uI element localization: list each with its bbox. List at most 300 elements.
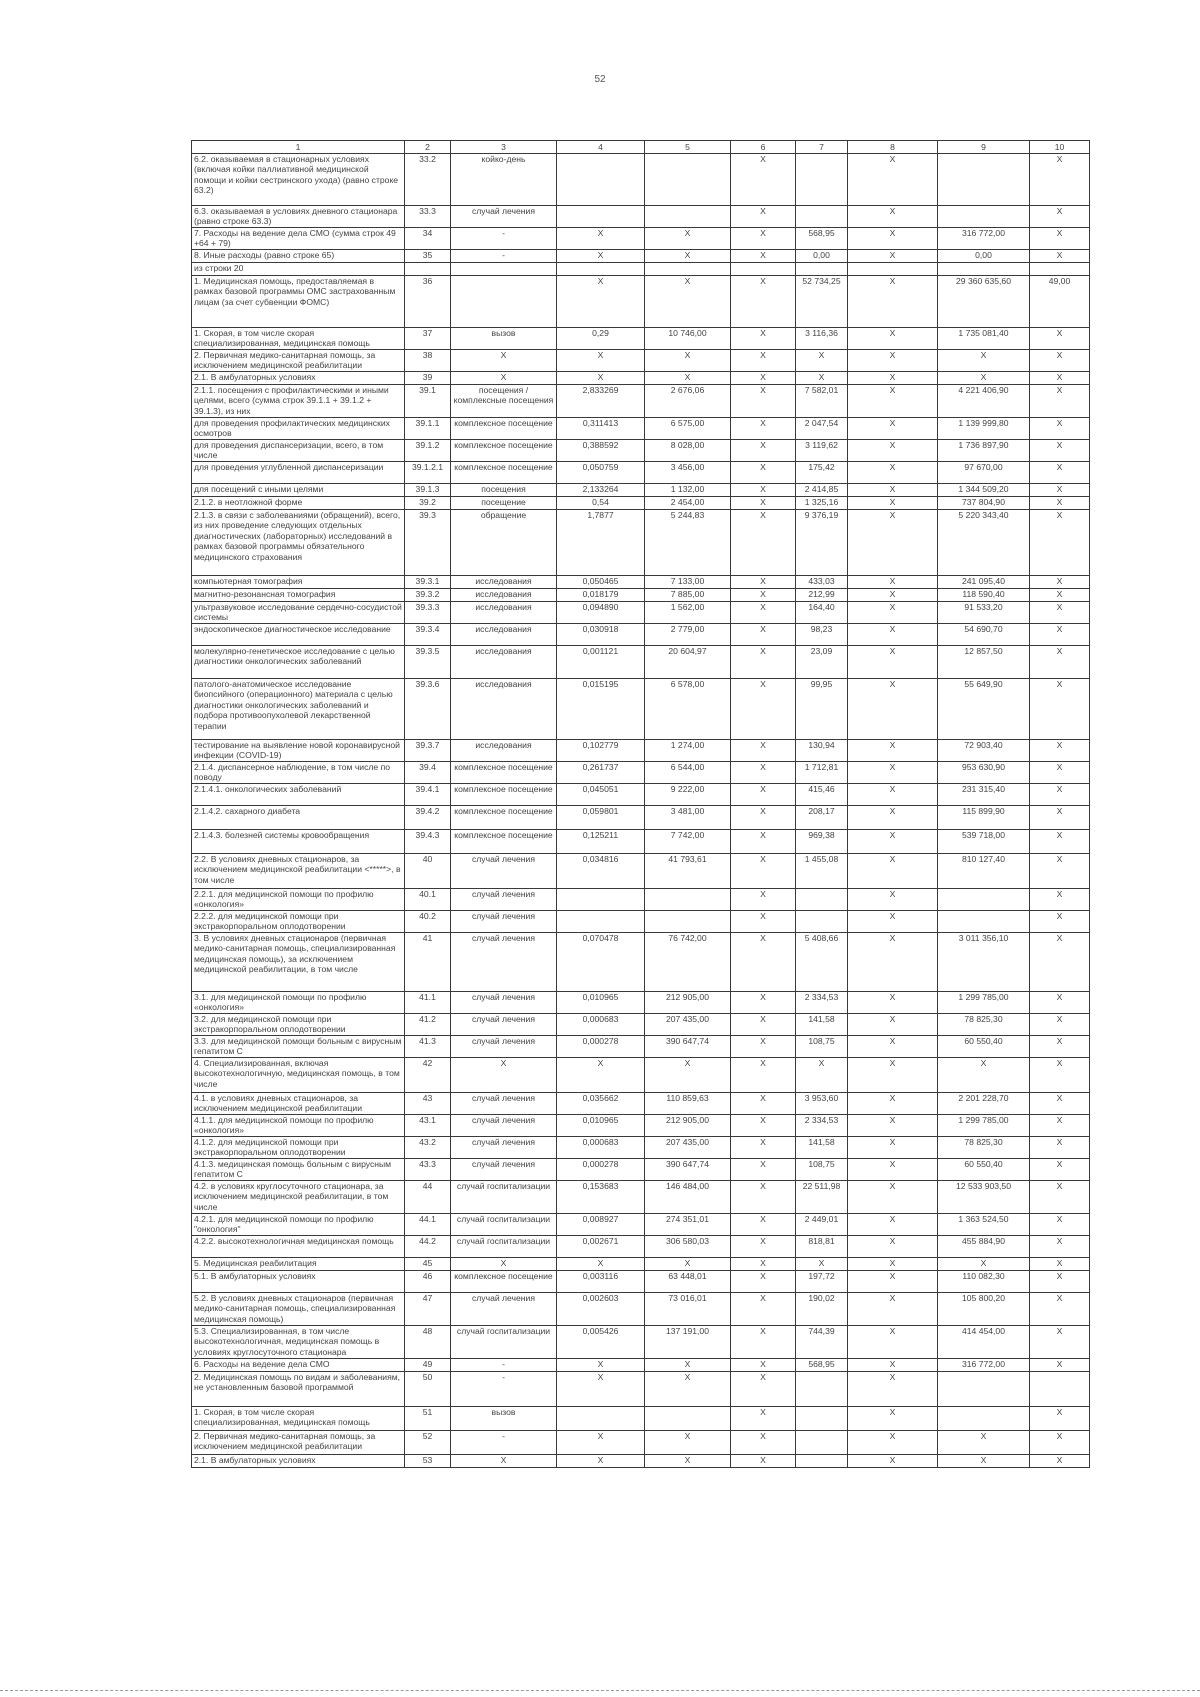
table-cell: X — [731, 854, 796, 889]
table-cell: 1 735 081,40 — [938, 328, 1030, 350]
table-cell: 0,00 — [796, 250, 848, 263]
table-cell: X — [731, 933, 796, 992]
table-cell: X — [848, 372, 938, 385]
table-cell: X — [1030, 497, 1090, 510]
table-cell: X — [731, 830, 796, 854]
table-cell: X — [451, 1258, 557, 1271]
table-cell: 42 — [405, 1058, 451, 1093]
table-cell: 539 718,00 — [938, 830, 1030, 854]
table-cell: 43 — [405, 1093, 451, 1115]
table-cell: X — [1030, 624, 1090, 646]
table-cell: комплексное посещение — [451, 418, 557, 440]
table-cell: 0,261737 — [557, 762, 645, 784]
table-cell: X — [1030, 911, 1090, 933]
table-cell: X — [557, 228, 645, 250]
row-label-cell: 4.2. в условиях круглосуточного стационара, за исключением медицинской реабилитации, в том числе — [192, 1181, 405, 1214]
table-cell: X — [451, 1455, 557, 1468]
table-cell: 7 742,00 — [645, 830, 731, 854]
table-cell — [557, 263, 645, 276]
table-cell: 39 — [405, 372, 451, 385]
table-cell: 5 244,83 — [645, 510, 731, 576]
table-cell: 0,29 — [557, 328, 645, 350]
scan-edge-line — [0, 1690, 1200, 1693]
table-cell: 39.3.6 — [405, 679, 451, 740]
table-cell: X — [731, 889, 796, 911]
table-cell — [796, 263, 848, 276]
table-cell: 175,42 — [796, 462, 848, 484]
table-cell: случай госпитализации — [451, 1214, 557, 1236]
table-cell: - — [451, 228, 557, 250]
table-cell: X — [731, 1236, 796, 1258]
table-cell: X — [731, 1258, 796, 1271]
table-cell: 39.4.1 — [405, 784, 451, 806]
table-cell: X — [1030, 602, 1090, 624]
table-cell: 98,23 — [796, 624, 848, 646]
table-cell: X — [1030, 889, 1090, 911]
table-cell: 3 116,36 — [796, 328, 848, 350]
row-label-cell: 2.1. В амбулаторных условиях — [192, 1455, 405, 1468]
table-cell: X — [731, 372, 796, 385]
table-cell: 744,39 — [796, 1326, 848, 1359]
table-cell: X — [731, 784, 796, 806]
table-cell: случай лечения — [451, 1036, 557, 1058]
table-cell: 33.2 — [405, 154, 451, 206]
table-cell: 40 — [405, 854, 451, 889]
table-row — [192, 740, 1090, 762]
table-cell: X — [848, 1258, 938, 1271]
table-cell: 0,000683 — [557, 1014, 645, 1036]
table-cell: 44 — [405, 1181, 451, 1214]
table-cell: 1 325,16 — [796, 497, 848, 510]
table-cell: койко-день — [451, 154, 557, 206]
table-cell: X — [1030, 830, 1090, 854]
table-row — [192, 589, 1090, 602]
table-cell: X — [848, 602, 938, 624]
table-cell: X — [938, 372, 1030, 385]
row-label-cell: 3.2. для медицинской помощи при экстракорпоральном оплодотворении — [192, 1014, 405, 1036]
table-cell: 110 859,63 — [645, 1093, 731, 1115]
table-cell: X — [1030, 1137, 1090, 1159]
table-cell: 0,030918 — [557, 624, 645, 646]
table-cell: 0,001121 — [557, 646, 645, 679]
table-cell: случай госпитализации — [451, 1326, 557, 1359]
table-cell — [848, 263, 938, 276]
table-cell: 108,75 — [796, 1159, 848, 1181]
table-cell: 0,125211 — [557, 830, 645, 854]
table-cell: 22 511,98 — [796, 1181, 848, 1214]
table-cell: X — [848, 1407, 938, 1431]
table-cell: X — [451, 372, 557, 385]
table-cell: 99,95 — [796, 679, 848, 740]
table-cell: X — [557, 372, 645, 385]
table-cell: X — [848, 1093, 938, 1115]
table-cell: 0,050759 — [557, 462, 645, 484]
data-table — [191, 140, 1090, 1468]
table-row — [192, 679, 1090, 740]
table-cell — [557, 154, 645, 206]
table-cell: X — [848, 1014, 938, 1036]
table-cell — [796, 911, 848, 933]
row-label-cell: 6.3. оказываемая в условиях дневного стационара (равно строке 63.3) — [192, 206, 405, 228]
row-label-cell: для проведения профилактических медицинских осмотров — [192, 418, 405, 440]
table-row — [192, 911, 1090, 933]
table-cell: 39.3.4 — [405, 624, 451, 646]
table-row — [192, 1431, 1090, 1455]
table-cell: X — [1030, 350, 1090, 372]
table-cell: X — [848, 854, 938, 889]
table-cell — [938, 1407, 1030, 1431]
table-cell: 52 — [405, 1431, 451, 1455]
table-cell: 1 363 524,50 — [938, 1214, 1030, 1236]
table-cell: X — [557, 1058, 645, 1093]
table-row — [192, 484, 1090, 497]
table-cell: случай лечения — [451, 911, 557, 933]
table-cell: комплексное посещение — [451, 1271, 557, 1293]
table-cell: 0,000683 — [557, 1137, 645, 1159]
table-cell: X — [731, 1093, 796, 1115]
table-cell: 43.2 — [405, 1137, 451, 1159]
table-cell: 41 793,61 — [645, 854, 731, 889]
table-cell: 105 800,20 — [938, 1293, 1030, 1326]
table-cell: X — [1030, 372, 1090, 385]
table-cell: 7 133,00 — [645, 576, 731, 589]
table-cell: 306 580,03 — [645, 1236, 731, 1258]
table-cell: X — [731, 154, 796, 206]
table-cell: X — [731, 1271, 796, 1293]
table-cell: X — [1030, 1326, 1090, 1359]
table-cell: X — [848, 589, 938, 602]
table-cell: X — [848, 576, 938, 589]
table-cell: X — [557, 1455, 645, 1468]
table-cell: 78 825,30 — [938, 1014, 1030, 1036]
row-label-cell: 2. Медицинская помощь по видам и заболеваниям, не установленным базовой программой — [192, 1372, 405, 1407]
row-label-cell: для посещений с иными целями — [192, 484, 405, 497]
table-row — [192, 1058, 1090, 1093]
table-cell: X — [1030, 1115, 1090, 1137]
table-cell: 316 772,00 — [938, 1359, 1030, 1372]
table-cell: X — [731, 762, 796, 784]
table-cell: X — [848, 992, 938, 1014]
table-cell: X — [1030, 784, 1090, 806]
row-label-cell: 4.1.1. для медицинской помощи по профилю «онкология» — [192, 1115, 405, 1137]
column-header: 1 — [192, 141, 405, 154]
table-cell: 43.1 — [405, 1115, 451, 1137]
table-cell: случай лечения — [451, 992, 557, 1014]
table-cell: X — [848, 1326, 938, 1359]
table-cell — [796, 889, 848, 911]
table-cell: 0,153683 — [557, 1181, 645, 1214]
table-row — [192, 154, 1090, 206]
row-label-cell: компьютерная томография — [192, 576, 405, 589]
table-cell — [796, 1372, 848, 1407]
row-label-cell: 2.1.2. в неотложной форме — [192, 497, 405, 510]
table-cell: X — [645, 1058, 731, 1093]
table-cell: X — [731, 206, 796, 228]
table-cell: 4 221 406,90 — [938, 385, 1030, 418]
table-row — [192, 385, 1090, 418]
table-cell — [1030, 263, 1090, 276]
table-cell: X — [731, 624, 796, 646]
table-cell: 39.2 — [405, 497, 451, 510]
table-cell: X — [1030, 576, 1090, 589]
table-cell: 433,03 — [796, 576, 848, 589]
table-cell: 568,95 — [796, 228, 848, 250]
table-cell: X — [848, 418, 938, 440]
table-cell: 40.1 — [405, 889, 451, 911]
table-cell: 3 953,60 — [796, 1093, 848, 1115]
table-cell: 9 222,00 — [645, 784, 731, 806]
table-cell: 164,40 — [796, 602, 848, 624]
table-cell: X — [731, 228, 796, 250]
table-row — [192, 624, 1090, 646]
table-cell: случай лечения — [451, 1014, 557, 1036]
row-label-cell: 4. Специализированная, включая высокотехнологичную, медицинская помощь, в том числе — [192, 1058, 405, 1093]
table-cell: исследования — [451, 740, 557, 762]
table-cell: 2 449,01 — [796, 1214, 848, 1236]
table-cell: 6 544,00 — [645, 762, 731, 784]
table-cell: 51 — [405, 1407, 451, 1431]
table-row — [192, 276, 1090, 328]
table-cell: случай лечения — [451, 1115, 557, 1137]
table-cell: X — [645, 228, 731, 250]
table-cell — [557, 889, 645, 911]
table-cell: X — [1030, 1058, 1090, 1093]
table-cell: исследования — [451, 589, 557, 602]
table-cell: X — [731, 385, 796, 418]
table-cell: X — [1030, 250, 1090, 263]
table-cell: X — [1030, 510, 1090, 576]
table-cell: 0,311413 — [557, 418, 645, 440]
table-row — [192, 228, 1090, 250]
table-cell: 415,46 — [796, 784, 848, 806]
table-row — [192, 889, 1090, 911]
row-label-cell: молекулярно-генетическое исследование с целью диагностики онкологических заболеваний — [192, 646, 405, 679]
table-cell: X — [557, 350, 645, 372]
table-cell: X — [731, 497, 796, 510]
table-cell: 0,070478 — [557, 933, 645, 992]
table-cell — [645, 1407, 731, 1431]
row-label-cell: для проведения диспансеризации, всего, в том числе — [192, 440, 405, 462]
table-cell: 1 274,00 — [645, 740, 731, 762]
row-label-cell: 1. Медицинская помощь, предоставляемая в рамках базовой программы ОМС застрахованным лицам (за счет субвенции ФОМС) — [192, 276, 405, 328]
table-cell: 78 825,30 — [938, 1137, 1030, 1159]
table-row — [192, 1159, 1090, 1181]
table-cell: 0,005426 — [557, 1326, 645, 1359]
table-cell: X — [645, 250, 731, 263]
table-cell: X — [731, 589, 796, 602]
table-cell: X — [848, 328, 938, 350]
table-cell: X — [557, 276, 645, 328]
table-cell: 818,81 — [796, 1236, 848, 1258]
table-cell: 63 448,01 — [645, 1271, 731, 1293]
table-cell: 37 — [405, 328, 451, 350]
table-row — [192, 1258, 1090, 1271]
row-label-cell: 4.2.1. для медицинской помощи по профилю "онкология" — [192, 1214, 405, 1236]
table-cell: X — [557, 1359, 645, 1372]
table-cell: X — [645, 1258, 731, 1271]
table-cell: X — [731, 1058, 796, 1093]
table-cell: 53 — [405, 1455, 451, 1468]
table-cell: 46 — [405, 1271, 451, 1293]
table-cell: 208,17 — [796, 806, 848, 830]
table-cell: исследования — [451, 576, 557, 589]
column-header: 7 — [796, 141, 848, 154]
table-cell: 414 454,00 — [938, 1326, 1030, 1359]
table-cell: X — [731, 484, 796, 497]
table-cell: X — [1030, 1181, 1090, 1214]
row-label-cell: 2. Первичная медико-санитарная помощь, за исключением медицинской реабилитации — [192, 350, 405, 372]
table-cell: X — [796, 1258, 848, 1271]
table-cell: 39.4.2 — [405, 806, 451, 830]
table-cell: 39.1.1 — [405, 418, 451, 440]
table-cell: 73 016,01 — [645, 1293, 731, 1326]
table-cell: 5 408,66 — [796, 933, 848, 992]
table-cell: X — [848, 1115, 938, 1137]
table-cell: 50 — [405, 1372, 451, 1407]
table-cell: 38 — [405, 350, 451, 372]
table-cell: - — [451, 1372, 557, 1407]
table-cell: X — [848, 276, 938, 328]
row-label-cell: 3. В условиях дневных стационаров (первичная медико-санитарная помощь, специализированная медицинская помощь), за исключением медицинской реабилитации, в том числе — [192, 933, 405, 992]
table-cell: X — [848, 1181, 938, 1214]
table-cell: X — [848, 206, 938, 228]
table-cell: X — [451, 350, 557, 372]
table-cell: X — [848, 1455, 938, 1468]
table-cell: X — [1030, 1271, 1090, 1293]
row-label-cell: 2.1. В амбулаторных условиях — [192, 372, 405, 385]
table-cell: 39.3.5 — [405, 646, 451, 679]
table-cell: 1 139 999,80 — [938, 418, 1030, 440]
table-cell: 390 647,74 — [645, 1159, 731, 1181]
table-row — [192, 263, 1090, 276]
table-cell: X — [731, 646, 796, 679]
table-cell — [557, 206, 645, 228]
row-label-cell: 2.2.2. для медицинской помощи при экстракорпоральном оплодотворении — [192, 911, 405, 933]
table-cell: 110 082,30 — [938, 1271, 1030, 1293]
table-cell: обращение — [451, 510, 557, 576]
table-cell — [645, 263, 731, 276]
table-cell: 1 344 509,20 — [938, 484, 1030, 497]
table-cell — [938, 263, 1030, 276]
row-label-cell: 1. Скорая, в том числе скорая специализированная, медицинская помощь — [192, 328, 405, 350]
table-cell: X — [557, 1258, 645, 1271]
table-row — [192, 1115, 1090, 1137]
table-cell: X — [1030, 1258, 1090, 1271]
table-cell: X — [938, 1455, 1030, 1468]
table-cell: X — [731, 1014, 796, 1036]
table-cell: 39.3 — [405, 510, 451, 576]
table-row — [192, 497, 1090, 510]
table-cell: 212,99 — [796, 589, 848, 602]
table-cell: 76 742,00 — [645, 933, 731, 992]
column-header: 4 — [557, 141, 645, 154]
table-cell: исследования — [451, 646, 557, 679]
table-cell: 0,002671 — [557, 1236, 645, 1258]
table-cell: 0,003116 — [557, 1271, 645, 1293]
table-cell: X — [731, 1326, 796, 1359]
table-cell: X — [848, 228, 938, 250]
table-cell: X — [451, 1058, 557, 1093]
table-row — [192, 784, 1090, 806]
table-cell: комплексное посещение — [451, 462, 557, 484]
table-cell: X — [645, 1455, 731, 1468]
table-row — [192, 1271, 1090, 1293]
table-cell: X — [731, 1407, 796, 1431]
table-cell: 2 334,53 — [796, 992, 848, 1014]
table-cell: 0,018179 — [557, 589, 645, 602]
table-cell — [645, 889, 731, 911]
table-cell: X — [848, 154, 938, 206]
table-cell: 568,95 — [796, 1359, 848, 1372]
table-cell: X — [848, 510, 938, 576]
table-cell — [796, 206, 848, 228]
table-cell: X — [848, 889, 938, 911]
table-cell: комплексное посещение — [451, 806, 557, 830]
table-cell: X — [1030, 385, 1090, 418]
table-cell: X — [848, 911, 938, 933]
table-cell: 0,54 — [557, 497, 645, 510]
table-cell: 39.1.2 — [405, 440, 451, 462]
table-cell: X — [848, 933, 938, 992]
table-row — [192, 992, 1090, 1014]
table-cell: 10 746,00 — [645, 328, 731, 350]
table-cell: вызов — [451, 1407, 557, 1431]
table-cell: 0,094890 — [557, 602, 645, 624]
table-cell: посещения — [451, 484, 557, 497]
table-cell: 39.3.7 — [405, 740, 451, 762]
table-cell: 41 — [405, 933, 451, 992]
table-cell: X — [848, 830, 938, 854]
table-cell: X — [848, 646, 938, 679]
table-cell: 60 550,40 — [938, 1159, 1030, 1181]
table-cell: 2 201 228,70 — [938, 1093, 1030, 1115]
table-cell: X — [848, 1431, 938, 1455]
table-cell: X — [848, 1293, 938, 1326]
table-cell: - — [451, 1359, 557, 1372]
table-row — [192, 1359, 1090, 1372]
table-cell: X — [848, 1058, 938, 1093]
table-cell: 39.3.2 — [405, 589, 451, 602]
row-label-cell: 2.1.4.1. онкологических заболеваний — [192, 784, 405, 806]
table-row — [192, 1236, 1090, 1258]
row-label-cell: 5. Медицинская реабилитация — [192, 1258, 405, 1271]
table-cell: 1 299 785,00 — [938, 992, 1030, 1014]
table-row — [192, 1137, 1090, 1159]
table-cell: X — [1030, 1293, 1090, 1326]
table-cell: 316 772,00 — [938, 228, 1030, 250]
table-cell: X — [645, 276, 731, 328]
table-cell: 0,010965 — [557, 1115, 645, 1137]
table-cell: посещение — [451, 497, 557, 510]
table-cell: X — [1030, 1214, 1090, 1236]
table-cell: X — [731, 911, 796, 933]
table-cell: X — [1030, 854, 1090, 889]
table-cell — [645, 206, 731, 228]
page-number: 52 — [594, 74, 606, 85]
table-cell: 36 — [405, 276, 451, 328]
table-cell: 2 047,54 — [796, 418, 848, 440]
table-cell — [451, 263, 557, 276]
table-cell: X — [731, 1359, 796, 1372]
table-cell: 49,00 — [1030, 276, 1090, 328]
table-cell: X — [1030, 589, 1090, 602]
table-cell: X — [1030, 462, 1090, 484]
table-cell: X — [1030, 1455, 1090, 1468]
table-cell: 2 676,06 — [645, 385, 731, 418]
table-row — [192, 1014, 1090, 1036]
table-cell: X — [557, 1372, 645, 1407]
table-cell: X — [848, 1271, 938, 1293]
